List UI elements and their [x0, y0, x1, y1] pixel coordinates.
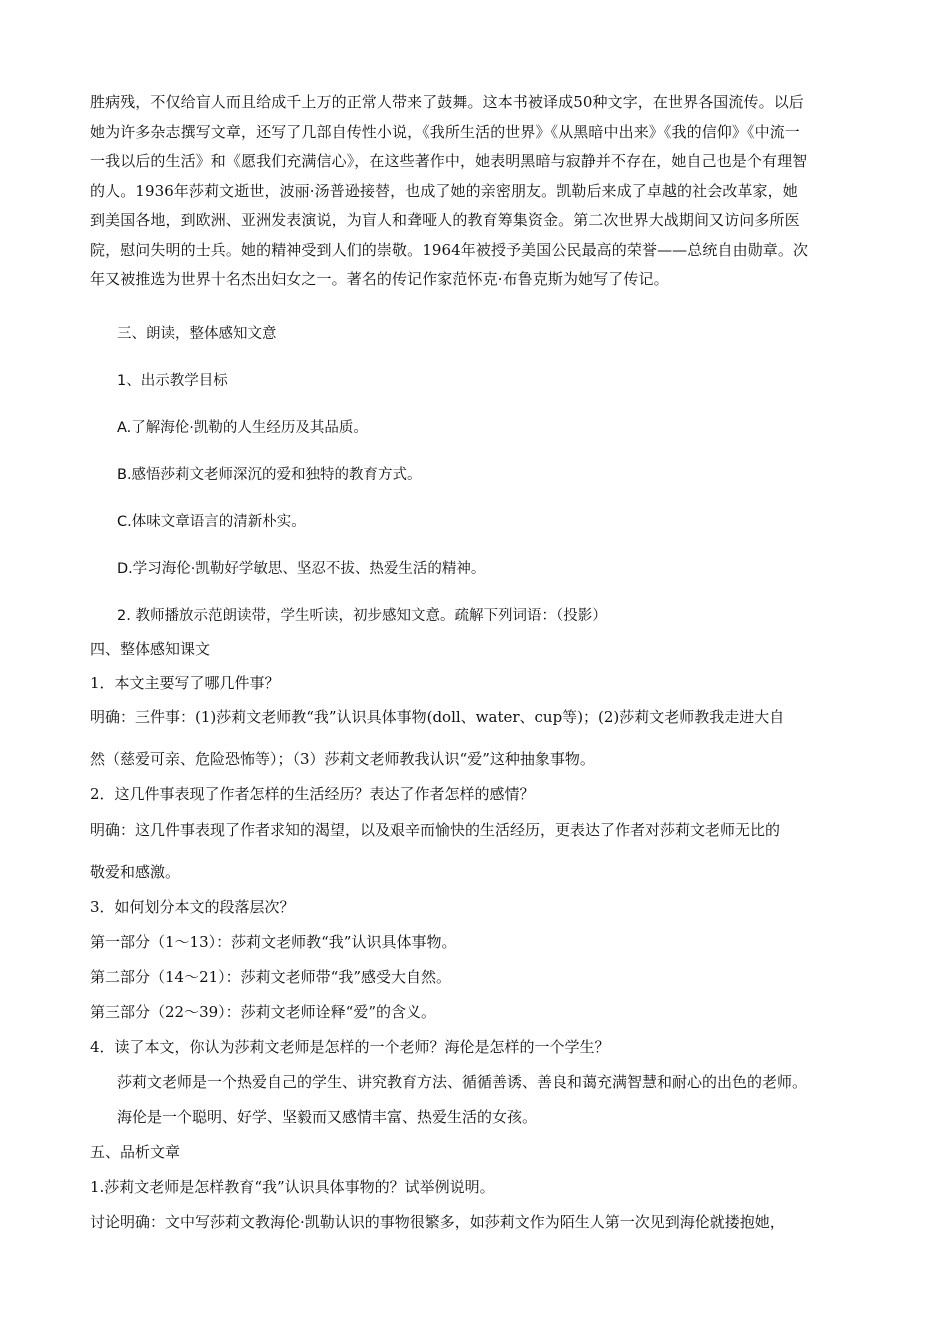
goal-c: C.体味文章语言的清新朴实。 — [117, 513, 306, 530]
section-4-heading: 四、整体感知课文 — [90, 639, 211, 658]
section-5-heading: 五、品析文章 — [90, 1142, 181, 1161]
section-4 — [90, 634, 862, 1137]
answer-2-line-1: 明确：这几件事表现了作者求知的渴望，以及艰辛而愉快的生活经历，更表达了作者对莎莉文老师无比的 — [90, 820, 781, 839]
intro-line: 院，慰问失明的士兵。她的精神受到人们的崇敬。1964年被授予美国公民最高的荣誉——总统自由勋章。次 — [90, 240, 809, 259]
answer-4-student: 海伦是一个聪明、好学、坚毅而又感情丰富、热爱生活的女孩。 — [117, 1107, 538, 1126]
part-2: 第二部分（14～21）：莎莉文老师带“我”感受大自然。 — [90, 967, 452, 986]
answer-1-line-1: 明确：三件事：(1)莎莉文老师教“我”认识具体事物(doll、water、cup等)；(2)莎莉文老师教我走进大自 — [90, 707, 785, 726]
intro-line: 年又被推选为世界十名杰出妇女之一。著名的传记作家范怀克·布鲁克斯为她写了传记。 — [90, 270, 669, 288]
step-2: 2. 教师播放示范朗读带，学生听读，初步感知文意。疏解下列词语：（投影） — [117, 607, 607, 624]
goals-title: 1、出示教学目标 — [117, 372, 228, 389]
document-page — [90, 88, 862, 1242]
answer-1-line-2: 然（慈爱可亲、危险恐怖等）；（3）莎莉文老师教我认识“爱”这种抽象事物。 — [90, 749, 595, 768]
answer-2-line-2: 敬爱和感激。 — [90, 862, 181, 881]
section-3-heading: 三、朗读，整体感知文意 — [117, 325, 277, 342]
goal-d: D.学习海伦·凯勒好学敏思、坚忍不拔、热爱生活的精神。 — [117, 560, 486, 577]
part-3: 第三部分（22～39）：莎莉文老师诠释“爱”的含义。 — [90, 1002, 437, 1021]
section-5 — [90, 1137, 862, 1242]
question-4: 4．读了本文，你认为莎莉文老师是怎样的一个老师？海伦是怎样的一个学生？ — [90, 1037, 610, 1056]
goal-b: B.感悟莎莉文老师深沉的爱和独特的教育方式。 — [117, 466, 422, 483]
part-1: 第一部分（1～13）：莎莉文老师教“我”认识具体事物。 — [90, 932, 457, 951]
discussion-text: 讨论明确：文中写莎莉文教海伦·凯勒认识的事物很繁多，如莎莉文作为陌生人第一次见到海伦就搂抱她， — [90, 1212, 785, 1231]
intro-line: 到美国各地，到欧洲、亚洲发表演说，为盲人和聋哑人的教育筹集资金。第二次世界大战期间又访问多所医 — [90, 211, 800, 229]
intro-line: 她为许多杂志撰写文章，还写了几部自传性小说，《我所生活的世界》《从黑暗中出来》《我的信仰》《中流一 — [90, 122, 800, 141]
intro-paragraph — [90, 88, 862, 295]
question-1: 1．本文主要写了哪几件事？ — [90, 673, 280, 692]
intro-line: 的人。1936年莎莉文逝世，波丽·汤普逊接替，也成了她的亲密朋友。凯勒后来成了卓越的社会改革家，她 — [90, 181, 798, 200]
question-3: 3．如何划分本文的段落层次？ — [90, 897, 295, 916]
goal-a: A.了解海伦·凯勒的人生经历及其品质。 — [117, 419, 368, 436]
intro-line: 一我以后的生活》和《愿我们充满信心》，在这些著作中，她表明黑暗与寂静并不存在，她自己也是个有理智 — [90, 152, 808, 170]
section-5-question-1: 1.莎莉文老师是怎样教育“我”认识具体事物的？试举例说明。 — [90, 1177, 495, 1196]
answer-4-teacher: 莎莉文老师是一个热爱自己的学生、讲究教育方法、循循善诱、善良和蔼充满智慧和耐心的出色的老师。 — [117, 1072, 808, 1091]
intro-line: 胜病残，不仅给盲人而且给成千上万的正常人带来了鼓舞。这本书被译成50种文字，在世界各国流传。以后 — [90, 93, 804, 111]
section-3 — [90, 319, 862, 634]
question-2: 2．这几件事表现了作者怎样的生活经历？表达了作者怎样的感情？ — [90, 784, 535, 803]
